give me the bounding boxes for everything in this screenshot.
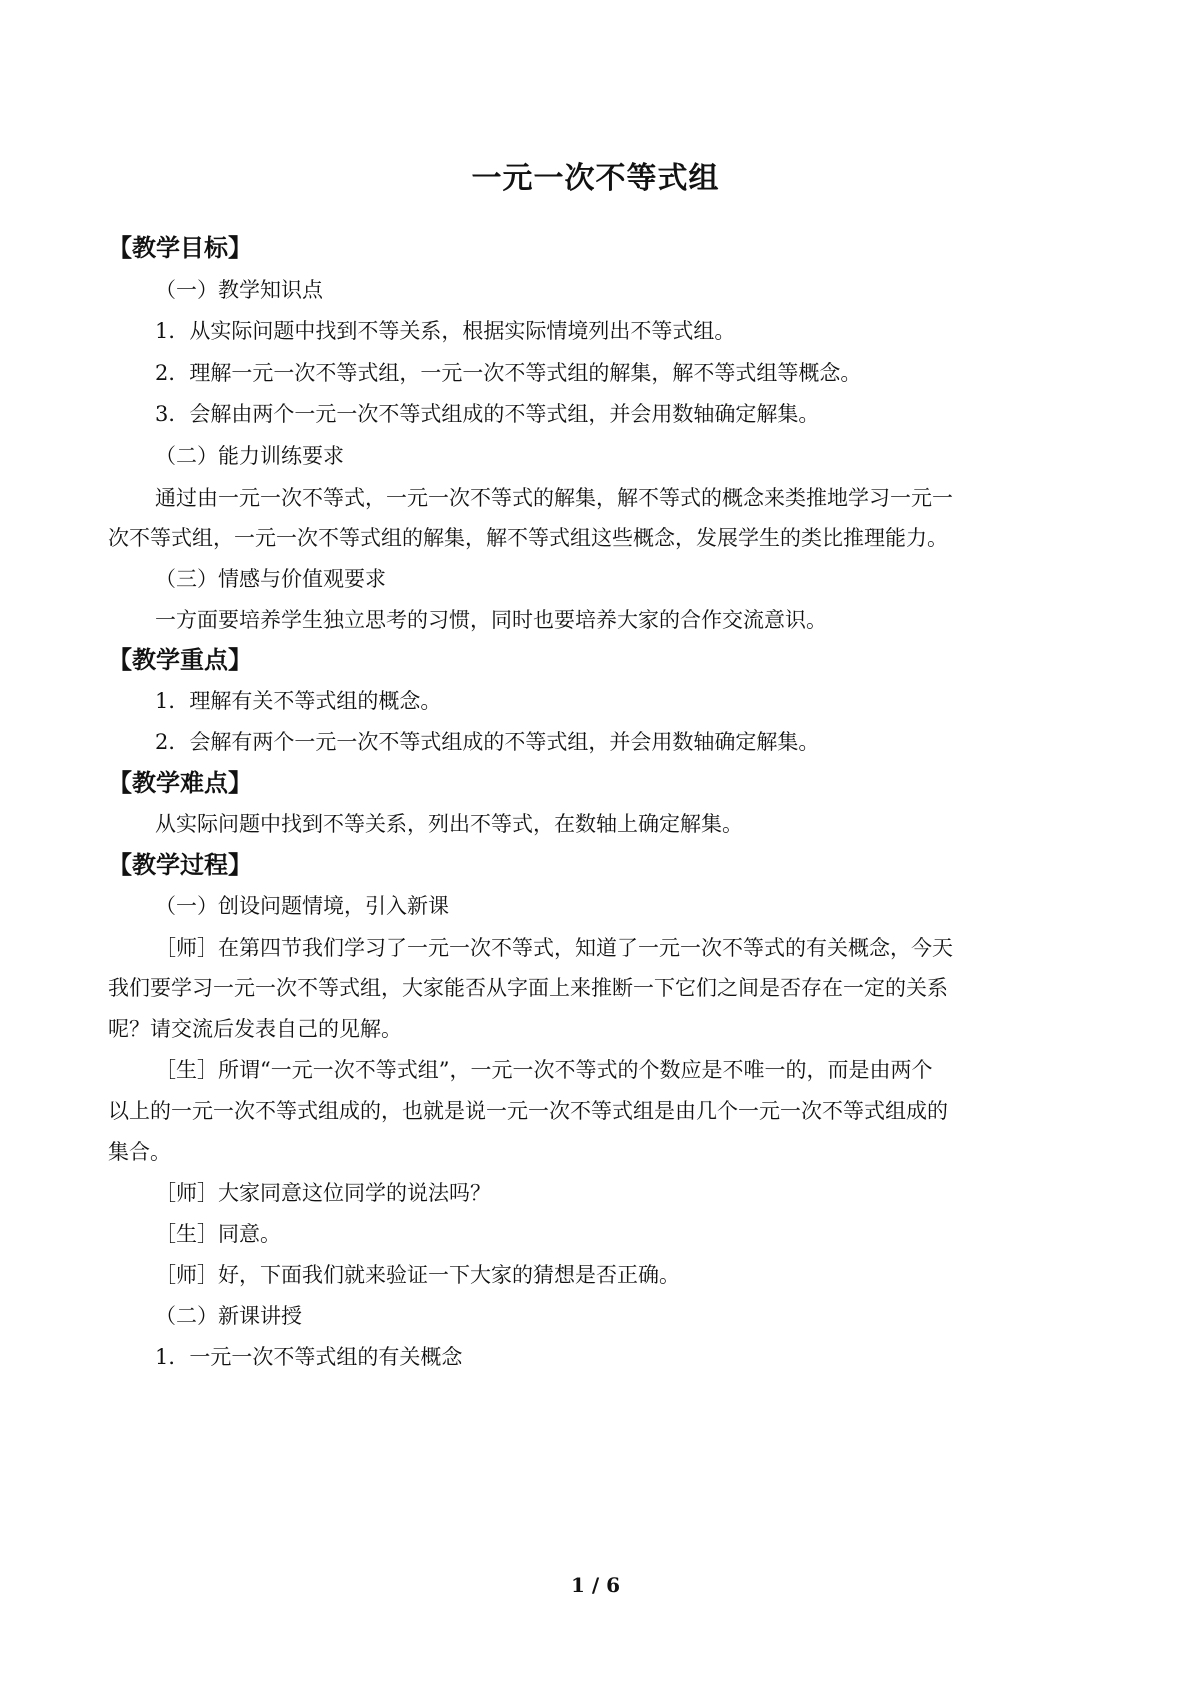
paragraph-line: 次不等式组，一元一次不等式组的解集，解不等式组这些概念，发展学生的类比推理能力。 xyxy=(108,526,948,550)
section-heading-difficulties: 【教学难点】 xyxy=(108,769,252,797)
paragraph-line: 从实际问题中找到不等关系，列出不等式，在数轴上确定解集。 xyxy=(155,812,743,836)
list-item: 2．理解一元一次不等式组，一元一次不等式组的解集，解不等式组等概念。 xyxy=(155,361,862,385)
paragraph-line: 一方面要培养学生独立思考的习惯，同时也要培养大家的合作交流意识。 xyxy=(155,608,827,632)
subheading-knowledge-points: （一）教学知识点 xyxy=(155,278,323,302)
list-item: 1．一元一次不等式组的有关概念 xyxy=(155,1345,463,1369)
dialogue-line: ［生］同意。 xyxy=(155,1222,281,1246)
dialogue-line: 集合。 xyxy=(108,1140,171,1164)
list-item: 1．从实际问题中找到不等关系，根据实际情境列出不等式组。 xyxy=(155,319,736,343)
paragraph-line: 通过由一元一次不等式，一元一次不等式的解集，解不等式的概念来类推地学习一元一 xyxy=(155,486,953,510)
dialogue-line: 我们要学习一元一次不等式组，大家能否从字面上来推断一下它们之间是否存在一定的关系 xyxy=(108,976,948,1000)
page-number: 1 / 6 xyxy=(570,1573,621,1597)
section-heading-key-points: 【教学重点】 xyxy=(108,646,252,674)
dialogue-line: 以上的一元一次不等式组成的，也就是说一元一次不等式组是由几个一元一次不等式组成的 xyxy=(108,1099,948,1123)
subheading-values: （三）情感与价值观要求 xyxy=(155,567,386,591)
list-item: 2．会解有两个一元一次不等式组成的不等式组，并会用数轴确定解集。 xyxy=(155,730,820,754)
dialogue-line: ［师］大家同意这位同学的说法吗？ xyxy=(155,1181,491,1205)
page-title: 一元一次不等式组 xyxy=(471,161,720,196)
subheading-new-lesson: （二）新课讲授 xyxy=(155,1304,302,1328)
section-heading-process: 【教学过程】 xyxy=(108,851,252,879)
dialogue-line: ［生］所谓“一元一次不等式组”，一元一次不等式的个数应是不唯一的，而是由两个 xyxy=(155,1058,933,1082)
list-item: 1．理解有关不等式组的概念。 xyxy=(155,689,442,713)
list-item: 3．会解由两个一元一次不等式组成的不等式组，并会用数轴确定解集。 xyxy=(155,402,820,426)
section-heading-objectives: 【教学目标】 xyxy=(108,234,252,262)
dialogue-line: 呢？请交流后发表自己的见解。 xyxy=(108,1017,402,1041)
subheading-ability-training: （二）能力训练要求 xyxy=(155,444,344,468)
dialogue-line: ［师］好，下面我们就来验证一下大家的猜想是否正确。 xyxy=(155,1263,680,1287)
dialogue-line: ［师］在第四节我们学习了一元一次不等式，知道了一元一次不等式的有关概念，今天 xyxy=(155,936,953,960)
subheading-scenario: （一）创设问题情境，引入新课 xyxy=(155,894,449,918)
